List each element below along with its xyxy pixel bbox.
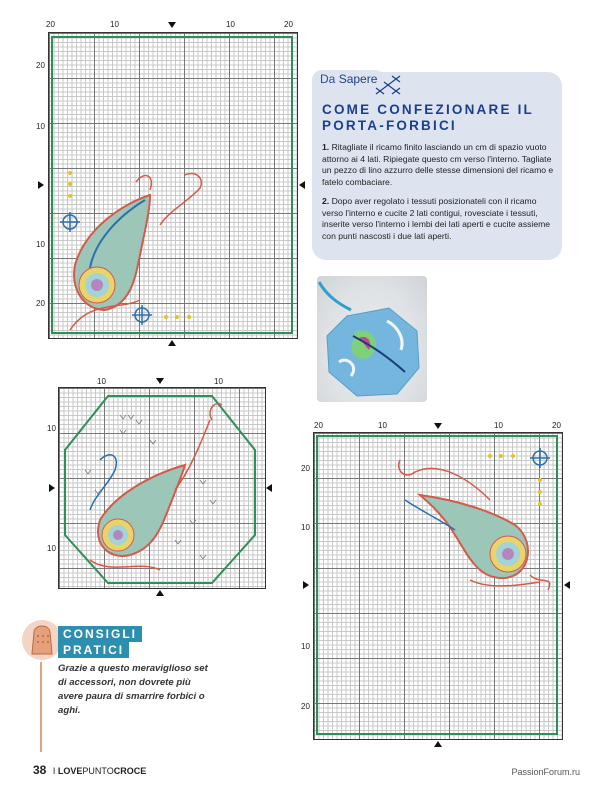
thimble-icon (22, 618, 62, 662)
chart-3-center-arrow-right (564, 581, 570, 589)
info-box-tab-prefix: Da (320, 72, 336, 86)
chart-1-tick-left-3: 20 (36, 299, 45, 308)
info-step-1-num: 1. (322, 142, 330, 152)
chart-1-tick-left-1: 10 (36, 122, 45, 131)
chart-2-tick-left-0: 10 (47, 424, 56, 433)
info-step-2-text: Dopo aver regolato i tessuti posizionateli con il ricamo verso l'interno e cucite 2 lati contigui, rovesciate i tessuti, inserite verso l'interno i lembi dei lati aperti e cucite assieme con punti nascosti i due lati aperti. (322, 196, 551, 241)
info-box-title: COME CONFEZIONARE IL PORTA-FORBICI (322, 102, 534, 133)
page-number: 38 (33, 763, 47, 777)
chart-3-tick-left-0: 20 (301, 464, 310, 473)
chart-1-tick-left-0: 20 (36, 61, 45, 70)
watermark: PassionForum.ru (511, 767, 580, 777)
chart-1-tick-top-3: 20 (284, 20, 293, 29)
chart-3-center-arrow-bottom (434, 741, 442, 747)
chart-2-tick-left-1: 10 (47, 544, 56, 553)
chart-1-tick-top-0: 20 (46, 20, 55, 29)
magazine-name-i: I (52, 766, 56, 776)
page-footer (33, 763, 146, 777)
chart-3-tick-top-2: 10 (494, 421, 503, 430)
chart-1-tick-top-2: 10 (226, 20, 235, 29)
chart-3-tick-left-1: 10 (301, 523, 310, 532)
chart-2-tick-top-0: 10 (97, 377, 106, 386)
info-box-tab-word: Sapere (338, 72, 378, 86)
chart-3-tick-left-3: 20 (301, 702, 310, 711)
magazine-name-punto: PUNTO (82, 766, 114, 776)
info-step-1-text: Ritagliate il ricamo finito lasciando un cm di spazio vuoto attorno ai 4 lati. Ripiegate questo cm verso l'interno. Tagliate un pezzo di lino azzurro delle stesse dimensioni del ricamo e fatelo combaciare. (322, 142, 554, 187)
chart-3-center-arrow-left (303, 581, 309, 589)
tips-title-line-2: PRATICI (58, 642, 129, 658)
magazine-name-love: LOVE (57, 766, 83, 776)
tips-divider-line (40, 662, 42, 752)
chart-3-tick-top-3: 20 (552, 421, 561, 430)
tips-text: Grazie a questo meraviglioso set di accessori, non dovrete più avere paura di smarrire forbici o aghi. (58, 663, 208, 716)
chart-3-tick-top-1: 10 (378, 421, 387, 430)
chart-3-tick-left-2: 10 (301, 642, 310, 651)
chart-2-tick-top-1: 10 (214, 377, 223, 386)
chart-3-center-arrow-top (434, 423, 442, 429)
chart-3-tick-top-0: 20 (314, 421, 323, 430)
info-step-2-num: 2. (322, 196, 330, 206)
tips-title-line-1: CONSIGLI (58, 626, 142, 642)
chart-1-tick-left-2: 10 (36, 240, 45, 249)
magazine-name-croce: CROCE (113, 766, 147, 776)
chart-1-tick-top-1: 10 (110, 20, 119, 29)
tips-title (58, 626, 164, 658)
